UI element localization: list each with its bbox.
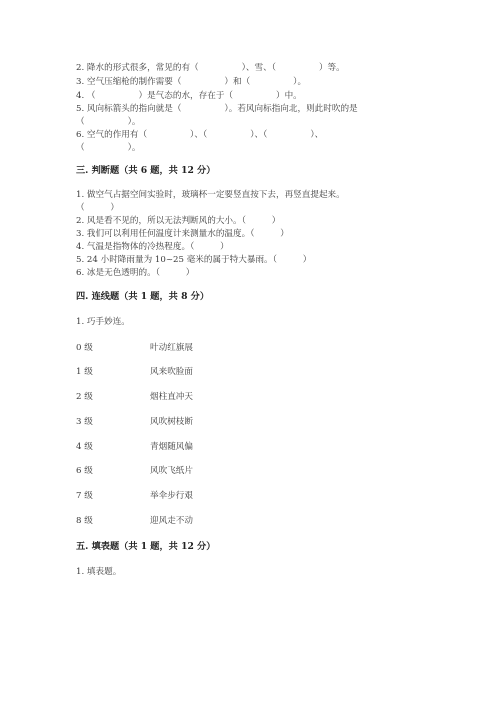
judge-question-4: 4. 气温是指物体的冷热程度。（ ） [76,242,229,252]
match-level: 2 级 [76,392,93,402]
judge-question-2: 2. 风是看不见的，所以无法判断风的大小。（ ） [76,216,281,226]
judge-section-heading: 三. 判断题（共 6 题，共 12 分） [76,165,216,176]
match-level: 0 级 [76,343,93,353]
table-section-heading: 五. 填表题（共 1 题，共 12 分） [76,541,216,552]
match-desc: 烟柱直冲天 [150,392,193,402]
table-intro: 1. 填表题。 [76,567,122,577]
match-desc: 风吹树枝断 [150,417,193,427]
match-desc: 举伞步行艰 [150,491,193,501]
judge-question-1-cont: （ ） [76,203,119,213]
judge-question-6: 6. 冰是无色透明的。（ ） [76,268,195,278]
match-level: 8 级 [76,516,93,526]
match-level: 3 级 [76,417,93,427]
match-level: 7 级 [76,491,93,501]
match-desc: 叶动红旗展 [150,343,193,353]
fill-question-5: 5. 风向标箭头的指向就是（ ）。若风向标指向北，则此时吹的是 [76,104,358,114]
match-section-heading: 四. 连线题（共 1 题，共 8 分） [76,291,210,302]
match-level: 4 级 [76,442,93,452]
judge-question-3: 3. 我们可以利用任何温度计来测量水的温度。（ ） [76,229,289,239]
match-desc: 青烟随风偏 [150,442,193,452]
match-desc: 风吹飞纸片 [150,466,193,476]
judge-question-5: 5. 24 小时降雨量为 10~25 毫米的属于特大暴雨。（ ） [76,255,312,265]
fill-question-2: 2. 降水的形式很多，常见的有（ ）、雪、（ ）等。 [76,63,345,73]
fill-question-4: 4. （ ）是气态的水，存在于（ ）中。 [76,91,302,101]
fill-question-5-cont: （ ）。 [76,117,141,127]
match-desc: 迎风走不动 [150,516,193,526]
judge-question-1: 1. 做空气占据空间实验时，玻璃杯一定要竖直按下去，再竖直提起来。 [76,190,345,200]
fill-question-6-cont: （ ）。 [76,143,141,153]
fill-question-6: 6. 空气的作用有（ ）、（ ）、（ ）、 [76,130,324,140]
match-level: 1 级 [76,367,93,377]
match-intro: 1. 巧手妙连。 [76,317,130,327]
match-level: 6 级 [76,466,93,476]
fill-question-3: 3. 空气压缩枪的制作需要（ ）和（ ）。 [76,77,307,87]
match-desc: 风来吹脸面 [150,367,193,377]
